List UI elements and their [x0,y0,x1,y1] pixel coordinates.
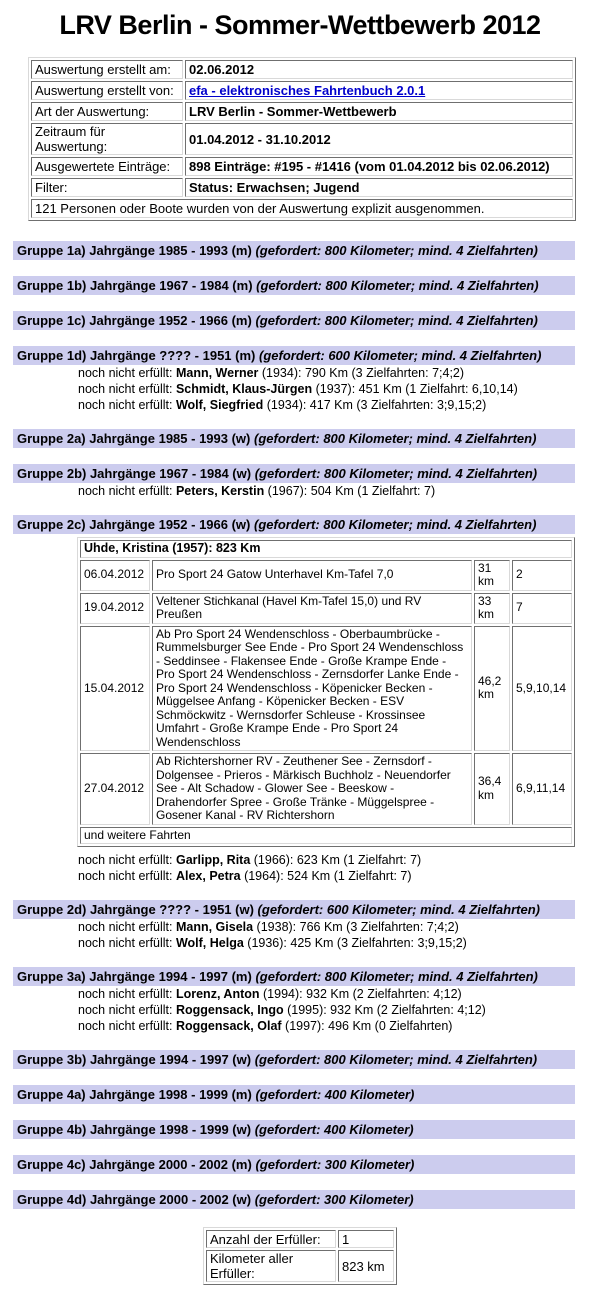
member-line [78,868,575,884]
trip-distance: 31 km [474,560,510,591]
group-header [13,1085,575,1104]
group-header [13,429,575,448]
member-status: noch nicht erfüllt: [78,484,176,498]
trip-row [80,753,572,825]
trip-date: 15.04.2012 [80,626,150,752]
group-title: Gruppe 4b) Jahrgänge 1998 - 1999 (w) [17,1122,255,1137]
member-name: Wolf, Helga [175,936,244,950]
trip-distance: 46,2 km [474,626,510,752]
group-requirement: (gefordert: 400 Kilometer) [254,1122,414,1137]
group-header [13,241,575,260]
group-section [13,1050,575,1069]
group-requirement: (gefordert: 800 Kilometer; mind. 4 Zielfahrten) [253,431,537,446]
member-detail: (1994): 932 Km (2 Zielfahrten: 4;12) [259,987,462,1001]
group-header [13,311,575,330]
member-line [78,1002,575,1018]
group-section [13,1190,575,1209]
info-label: Filter: [31,178,183,197]
group-title: Gruppe 4c) Jahrgänge 2000 - 2002 (m) [17,1157,256,1172]
member-detail: (1937): 451 Km (1 Zielfahrt: 6,10,14) [312,382,518,396]
trip-route: Ab Richtershorner RV - Zeuthener See - Zernsdorf - Dolgensee - Prieros - Märkisch Buchholz - Neuendorfer See - Alt Schadow - Glower See - Beeskow - Drahendorfer Spree - Große Tränke - Müggelspree - Gosener Kanal - RV Richtershorn [152,753,472,825]
group-requirement: (gefordert: 300 Kilometer) [254,1192,414,1207]
summary-table [203,1227,397,1285]
trip-destinations: 2 [512,560,572,591]
trip-route: Veltener Stichkanal (Havel Km-Tafel 15,0) und RV Preußen [152,593,472,624]
group-header [13,967,575,986]
group-section [13,429,575,448]
trip-destinations: 6,9,11,14 [512,753,572,825]
group-header [13,1120,575,1139]
info-row-filter [31,178,573,197]
group-requirement: (gefordert: 800 Kilometer; mind. 4 Zielfahrten) [255,313,538,328]
member-detail: (1964): 524 Km (1 Zielfahrt: 7) [240,869,412,883]
member-name: Wolf, Siegfried [175,398,264,412]
info-value: 898 Einträge: #195 - #1416 (vom 01.04.2012 bis 02.06.2012) [185,157,573,176]
member-detail: (1934): 790 Km (3 Zielfahrten: 7;4;2) [258,366,465,380]
info-value: Status: Erwachsen; Jugend [185,178,573,197]
group-title: Gruppe 2d) Jahrgänge ???? - 1951 (w) [17,902,258,917]
group-header [13,1155,575,1174]
info-row-created-by [31,81,573,100]
summary-row-fulfillers [206,1230,394,1248]
group-title: Gruppe 1c) Jahrgänge 1952 - 1966 (m) [17,313,256,328]
group-section [13,464,575,499]
group-title: Gruppe 2b) Jahrgänge 1967 - 1984 (w) [17,466,255,481]
group-requirement: (gefordert: 400 Kilometer) [255,1087,415,1102]
group-section [13,967,575,1034]
summary-label: Kilometer aller Erfüller: [206,1250,336,1282]
info-label: Auswertung erstellt am: [31,60,183,79]
member-status: noch nicht erfüllt: [78,366,176,380]
page-title: LRV Berlin - Sommer-Wettbewerb 2012 [59,10,541,40]
group-header [13,1190,575,1209]
member-name: Roggensack, Ingo [175,1003,284,1017]
group-section [13,311,575,330]
group-title: Gruppe 2c) Jahrgänge 1952 - 1966 (w) [17,517,254,532]
report-info-table [28,57,576,221]
group-header [13,276,575,295]
info-value: 02.06.2012 [185,60,573,79]
group-section [13,1155,575,1174]
member-name: Lorenz, Anton [175,987,260,1001]
member-name: Mann, Werner [175,366,259,380]
info-label: Zeitraum für Auswertung: [31,123,183,155]
group-requirement: (gefordert: 800 Kilometer; mind. 4 Zielfahrten) [255,969,538,984]
member-status: noch nicht erfüllt: [78,920,176,934]
trip-route: Pro Sport 24 Gatow Unterhavel Km-Tafel 7,0 [152,560,472,591]
trip-date: 06.04.2012 [80,560,150,591]
group-title: Gruppe 2a) Jahrgänge 1985 - 1993 (w) [17,431,254,446]
group-header [13,515,575,534]
member-status: noch nicht erfüllt: [78,869,176,883]
member-detail: (1995): 932 Km (2 Zielfahrten: 4;12) [283,1003,486,1017]
member-line [78,483,575,499]
member-detail: (1967): 504 Km (1 Zielfahrt: 7) [264,484,436,498]
trip-row [80,626,572,752]
group-header [13,900,575,919]
member-name: Garlipp, Rita [175,853,251,867]
group-section [13,515,575,884]
member-status: noch nicht erfüllt: [78,987,176,1001]
member-detail: (1997): 496 Km (0 Zielfahrten) [281,1019,453,1033]
trip-date: 19.04.2012 [80,593,150,624]
group-section [13,276,575,295]
member-line [78,986,575,1002]
fulfilled-person-row [80,540,572,558]
member-name: Alex, Petra [175,869,241,883]
fulfilled-person: Uhde, Kristina (1957): 823 Km [80,540,572,558]
report-page [0,10,600,1285]
member-detail: (1934): 417 Km (3 Zielfahrten: 3;9,15;2) [263,398,487,412]
group-header [13,1050,575,1069]
member-line [78,852,575,868]
more-trips: und weitere Fahrten [80,827,572,845]
group-title: Gruppe 4a) Jahrgänge 1998 - 1999 (m) [17,1087,256,1102]
trip-distance: 36,4 km [474,753,510,825]
summary-row-kilometers [206,1250,394,1282]
member-status: noch nicht erfüllt: [78,1019,176,1033]
group-title: Gruppe 3a) Jahrgänge 1994 - 1997 (m) [17,969,256,984]
group-requirement: (gefordert: 600 Kilometer; mind. 4 Zielfahrten) [258,348,542,363]
member-name: Schmidt, Klaus-Jürgen [175,382,313,396]
member-line [78,919,575,935]
info-value [185,81,573,100]
group-title: Gruppe 4d) Jahrgänge 2000 - 2002 (w) [17,1192,255,1207]
group-title: Gruppe 1b) Jahrgänge 1967 - 1984 (m) [17,278,257,293]
info-value: 01.04.2012 - 31.10.2012 [185,123,573,155]
member-detail: (1966): 623 Km (1 Zielfahrt: 7) [250,853,422,867]
groups [13,241,575,1209]
member-line [78,397,575,413]
member-detail: (1936): 425 Km (3 Zielfahrten: 3;9,15;2) [243,936,467,950]
group-requirement: (gefordert: 600 Kilometer; mind. 4 Zielfahrten) [257,902,540,917]
summary-value: 1 [338,1230,394,1248]
info-label: Art der Auswertung: [31,102,183,121]
info-label: Auswertung erstellt von: [31,81,183,100]
info-row-created-date [31,60,573,79]
info-label: Ausgewertete Einträge: [31,157,183,176]
group-section [13,346,575,413]
member-status: noch nicht erfüllt: [78,398,176,412]
group-requirement: (gefordert: 800 Kilometer; mind. 4 Zielfahrten) [255,243,538,258]
group-requirement: (gefordert: 800 Kilometer; mind. 4 Zielfahrten) [254,466,538,481]
trip-date: 27.04.2012 [80,753,150,825]
member-status: noch nicht erfüllt: [78,853,176,867]
group-section [13,900,575,951]
group-section [13,241,575,260]
efa-link[interactable]: efa - elektronisches Fahrtenbuch 2.0.1 [189,83,426,98]
trip-destinations: 5,9,10,14 [512,626,572,752]
info-footnote-row [31,199,573,218]
member-detail: (1938): 766 Km (3 Zielfahrten: 7;4;2) [253,920,459,934]
info-value: LRV Berlin - Sommer-Wettbewerb [185,102,573,121]
summary-value: 823 km [338,1250,394,1282]
info-row-evaluation-type [31,102,573,121]
member-line [78,1018,575,1034]
group-title: Gruppe 1a) Jahrgänge 1985 - 1993 (m) [17,243,256,258]
trip-distance: 33 km [474,593,510,624]
member-status: noch nicht erfüllt: [78,936,176,950]
group-requirement: (gefordert: 800 Kilometer; mind. 4 Zielfahrten) [253,517,537,532]
trip-destinations: 7 [512,593,572,624]
member-line [78,381,575,397]
group-section [13,1120,575,1139]
member-status: noch nicht erfüllt: [78,1003,176,1017]
member-status: noch nicht erfüllt: [78,382,176,396]
member-name: Peters, Kerstin [175,484,265,498]
more-trips-row [80,827,572,845]
group-requirement: (gefordert: 800 Kilometer; mind. 4 Zielfahrten) [254,1052,538,1067]
group-title: Gruppe 3b) Jahrgänge 1994 - 1997 (w) [17,1052,255,1067]
member-name: Roggensack, Olaf [175,1019,282,1033]
member-line [78,935,575,951]
info-row-period [31,123,573,155]
trip-route: Ab Pro Sport 24 Wendenschloss - Oberbaumbrücke - Rummelsburger See Ende - Pro Sport 24 Wendenschloss - Seddinsee - Flakensee Ende - Große Krampe Ende - Pro Sport 24 Wendenschloss - Zernsdorfer Lanke Ende - Pro Sport 24 Wendenschloss - Köpenicker Becken - Müggelsee Anfang - Köpenicker Becken - ESV Schmöckwitz - Wernsdorfer Schleuse - Krossinsee Umfahrt - Große Krampe Ende - Pro Sport 24 Wendenschloss [152,626,472,752]
group-header [13,464,575,483]
summary-label: Anzahl der Erfüller: [206,1230,336,1248]
group-section [13,1085,575,1104]
group-requirement: (gefordert: 300 Kilometer) [255,1157,415,1172]
info-footnote: 121 Personen oder Boote wurden von der Auswertung explizit ausgenommen. [31,199,573,218]
group-requirement: (gefordert: 800 Kilometer; mind. 4 Zielfahrten) [256,278,539,293]
member-name: Mann, Gisela [175,920,254,934]
member-line [78,365,575,381]
trip-row [80,560,572,591]
trip-row [80,593,572,624]
group-header [13,346,575,365]
fulfilled-trips-table [77,537,575,847]
info-row-entries [31,157,573,176]
group-title: Gruppe 1d) Jahrgänge ???? - 1951 (m) [17,348,259,363]
